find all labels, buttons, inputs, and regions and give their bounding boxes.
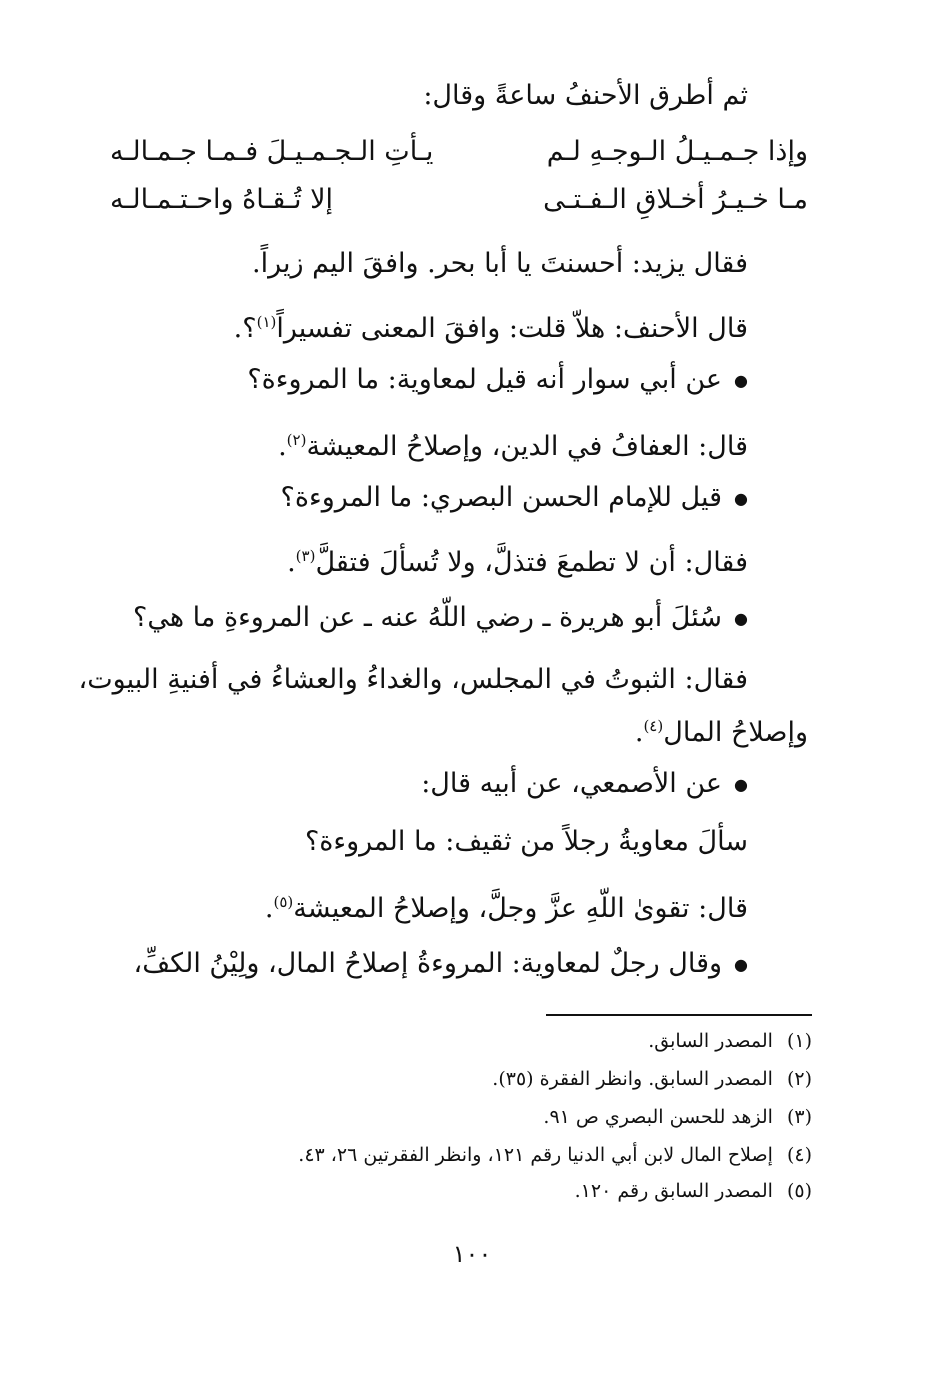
footnote-ref: (٤) (643, 717, 664, 735)
footnote-number: (٥) (786, 1180, 812, 1202)
footnote-ref: (٣) (295, 547, 316, 565)
footnote-ref: (٢) (286, 431, 307, 449)
paragraph-line: فقال: الثبوتُ في المجلس، والغداءُ والعشاءُ في أفنيةِ البيوت، (78, 664, 748, 695)
paragraph-line (234, 302, 748, 349)
poem-hemistich: وإذا جـمـيـلُ الـوجـهِ لـم (546, 136, 808, 167)
footnote-text: الزهد للحسن البصري ص ٩١. (543, 1106, 773, 1128)
footnote-text: المصدر السابق. وانظر الفقرة (٣٥). (492, 1068, 773, 1090)
line-text: قال: العفافُ في الدين، وإصلاحُ المعيشة (306, 431, 748, 462)
page-number: ١٠٠ (452, 1240, 492, 1268)
footnote-text: المصدر السابق. (648, 1030, 773, 1052)
paragraph-line (287, 536, 748, 583)
footnote (648, 1026, 812, 1056)
footnote-number: (٢) (786, 1068, 812, 1090)
footnote-text: إصلاح المال لابن أبي الدنيا رقم ١٢١، وانظر الفقرتين ٢٦، ٤٣. (298, 1144, 773, 1166)
paragraph-line: فقال يزيد: أحسنتَ يا أبا بحر. وافقَ اليم زيراً. (252, 248, 748, 279)
line-text: قال: تقوىٰ اللّهِ عزَّ وجلَّ، وإصلاحُ المعيشة (293, 893, 748, 924)
poem-hemistich: مـا خـيـرُ أخـلاقِ الـفـتـى (543, 184, 808, 215)
poem-hemistich: إلا تُـقـاهُ واحـتـمـالـه (110, 184, 333, 215)
footnote-ref: (١) (256, 313, 277, 331)
paragraph-line (635, 706, 808, 753)
bulleted-line: ● عن الأصمعي، عن أبيه قال: (421, 764, 748, 805)
poem-hemistich: يـأتِ الـجـمـيـلَ فـمـا جـمـالـه (110, 136, 434, 167)
bulleted-line: ● قيل للإمام الحسن البصري: ما المروءة؟ (281, 478, 748, 519)
line-end: . (634, 717, 644, 748)
footnote-number: (٤) (786, 1144, 812, 1166)
line-end: . (264, 893, 274, 924)
footnote-separator (546, 1014, 812, 1016)
bulleted-line: ● سُئلَ أبو هريرة ـ رضي اللّهُ عنه ـ عن المروءةِ ما هي؟ (133, 598, 748, 639)
footnote (575, 1176, 812, 1206)
footnote-text: المصدر السابق رقم ١٢٠. (574, 1180, 773, 1202)
line-text: فقال: أن لا تطمعَ فتذلَّ، ولا تُسألَ فتقلَّ (315, 547, 748, 578)
bulleted-line: ● وقال رجلٌ لمعاوية: المروءةُ إصلاحُ المال، ولِيْنُ الكفِّ، (134, 944, 748, 985)
footnote-number: (١) (786, 1030, 812, 1052)
paragraph-line: سألَ معاويةُ رجلاً من ثقيف: ما المروءة؟ (304, 826, 748, 857)
line-end: . (278, 431, 287, 462)
paragraph-line (278, 420, 748, 467)
bulleted-line: ● عن أبي سوار أنه قيل لمعاوية: ما المروءة؟ (247, 360, 748, 401)
intro-line: ثم أطرق الأحنفُ ساعةً وقال: (423, 80, 748, 111)
footnote (492, 1064, 812, 1094)
footnote-number: (٣) (786, 1106, 812, 1128)
footnote-ref: (٥) (273, 893, 294, 911)
footnote (543, 1102, 812, 1132)
line-text: قال الأحنف: هلاّ قلت: وافقَ المعنى تفسيراً (276, 313, 748, 344)
footnote (298, 1140, 812, 1170)
line-end: ؟. (233, 313, 257, 344)
line-text: وإصلاحُ المال (663, 717, 808, 748)
line-end: . (287, 547, 296, 578)
paragraph-line (265, 882, 748, 929)
